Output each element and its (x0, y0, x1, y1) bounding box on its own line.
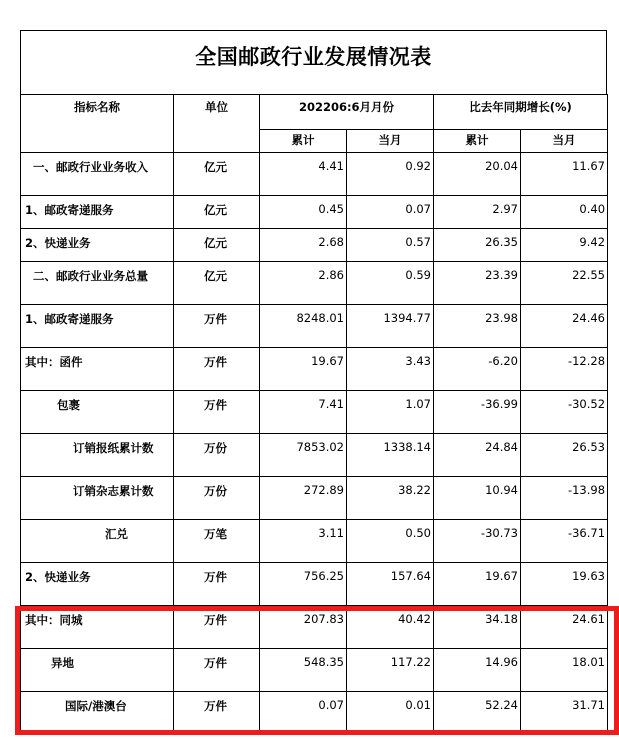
row-cumulative: 0.45 (260, 196, 347, 229)
row-indicator: 包裹 (21, 391, 174, 434)
table-row (21, 262, 608, 305)
row-growth-month: 24.46 (521, 305, 608, 348)
row-month: 0.92 (347, 153, 434, 196)
row-indicator: 其中：函件 (21, 348, 174, 391)
row-indicator: 国际/港澳台 (21, 692, 174, 735)
row-cumulative: 0.07 (260, 692, 347, 735)
table-row (21, 196, 608, 229)
row-growth-month: 0.40 (521, 196, 608, 229)
table-row (21, 520, 608, 563)
row-growth-cumulative: 20.04 (434, 153, 521, 196)
table-row (21, 649, 608, 692)
row-unit: 亿元 (174, 262, 260, 305)
row-growth-cumulative: -6.20 (434, 348, 521, 391)
row-month: 0.59 (347, 262, 434, 305)
row-unit: 亿元 (174, 153, 260, 196)
row-unit: 万件 (174, 563, 260, 606)
row-unit: 万件 (174, 305, 260, 348)
table-row (21, 153, 608, 196)
row-growth-month: -36.71 (521, 520, 608, 563)
table-row (21, 229, 608, 262)
row-unit: 万件 (174, 606, 260, 649)
row-month: 3.43 (347, 348, 434, 391)
row-cumulative: 207.83 (260, 606, 347, 649)
table-row (21, 434, 608, 477)
row-cumulative: 7853.02 (260, 434, 347, 477)
row-month: 1338.14 (347, 434, 434, 477)
row-unit: 亿元 (174, 229, 260, 262)
row-indicator: 二、邮政行业业务总量 (21, 262, 174, 305)
header-growth: 比去年同期增长(%) (434, 95, 608, 130)
row-indicator: 订销报纸累计数 (21, 434, 174, 477)
row-cumulative: 19.67 (260, 348, 347, 391)
header-cumulative: 累计 (260, 130, 347, 153)
row-growth-month: 18.01 (521, 649, 608, 692)
header-period: 202206:6月月份 (260, 95, 434, 130)
row-growth-month: 31.71 (521, 692, 608, 735)
row-cumulative: 4.41 (260, 153, 347, 196)
row-growth-cumulative: 24.84 (434, 434, 521, 477)
row-growth-cumulative: 19.67 (434, 563, 521, 606)
row-growth-cumulative: -30.73 (434, 520, 521, 563)
header-growth-cumulative: 累计 (434, 130, 521, 153)
page-title: 全国邮政行业发展情况表 (195, 45, 432, 69)
row-indicator: 1、邮政寄递服务 (21, 196, 174, 229)
row-month: 157.64 (347, 563, 434, 606)
row-month: 40.42 (347, 606, 434, 649)
row-growth-cumulative: 23.98 (434, 305, 521, 348)
row-growth-month: 26.53 (521, 434, 608, 477)
row-growth-cumulative: 23.39 (434, 262, 521, 305)
row-unit: 万笔 (174, 520, 260, 563)
row-indicator: 2、快递业务 (21, 229, 174, 262)
row-indicator: 2、快递业务 (21, 563, 174, 606)
row-unit: 亿元 (174, 196, 260, 229)
row-indicator: 订销杂志累计数 (21, 477, 174, 520)
table-row (21, 305, 608, 348)
row-growth-month: 22.55 (521, 262, 608, 305)
header-unit: 单位 (174, 95, 260, 153)
table-row (21, 563, 608, 606)
row-growth-cumulative: 52.24 (434, 692, 521, 735)
header-row-1 (21, 95, 608, 130)
table-row (21, 692, 608, 735)
row-month: 0.57 (347, 229, 434, 262)
row-growth-month: 19.63 (521, 563, 608, 606)
title-box (20, 30, 607, 94)
row-cumulative: 7.41 (260, 391, 347, 434)
header-indicator: 指标名称 (21, 95, 174, 153)
row-growth-cumulative: 14.96 (434, 649, 521, 692)
postal-statistics-table (20, 94, 608, 735)
row-unit: 万份 (174, 477, 260, 520)
row-growth-month: 11.67 (521, 153, 608, 196)
table-row (21, 477, 608, 520)
row-growth-month: 9.42 (521, 229, 608, 262)
row-cumulative: 3.11 (260, 520, 347, 563)
row-month: 117.22 (347, 649, 434, 692)
row-cumulative: 2.68 (260, 229, 347, 262)
row-indicator: 异地 (21, 649, 174, 692)
row-growth-month: 24.61 (521, 606, 608, 649)
row-unit: 万件 (174, 391, 260, 434)
row-indicator: 一、邮政行业业务收入 (21, 153, 174, 196)
header-growth-month: 当月 (521, 130, 608, 153)
header-month: 当月 (347, 130, 434, 153)
row-cumulative: 548.35 (260, 649, 347, 692)
row-growth-month: -12.28 (521, 348, 608, 391)
row-growth-month: -30.52 (521, 391, 608, 434)
row-growth-cumulative: -36.99 (434, 391, 521, 434)
row-month: 0.50 (347, 520, 434, 563)
row-indicator: 其中：同城 (21, 606, 174, 649)
row-cumulative: 756.25 (260, 563, 347, 606)
table-row (21, 391, 608, 434)
table-row (21, 348, 608, 391)
row-month: 38.22 (347, 477, 434, 520)
row-indicator: 汇兑 (21, 520, 174, 563)
row-cumulative: 2.86 (260, 262, 347, 305)
row-month: 0.01 (347, 692, 434, 735)
row-growth-cumulative: 10.94 (434, 477, 521, 520)
row-unit: 万份 (174, 434, 260, 477)
row-cumulative: 272.89 (260, 477, 347, 520)
row-unit: 万件 (174, 348, 260, 391)
row-month: 1394.77 (347, 305, 434, 348)
row-growth-cumulative: 34.18 (434, 606, 521, 649)
row-month: 0.07 (347, 196, 434, 229)
row-month: 1.07 (347, 391, 434, 434)
table-row (21, 606, 608, 649)
row-growth-month: -13.98 (521, 477, 608, 520)
row-unit: 万件 (174, 649, 260, 692)
row-indicator: 1、邮政寄递服务 (21, 305, 174, 348)
row-growth-cumulative: 26.35 (434, 229, 521, 262)
row-unit: 万件 (174, 692, 260, 735)
row-growth-cumulative: 2.97 (434, 196, 521, 229)
row-cumulative: 8248.01 (260, 305, 347, 348)
